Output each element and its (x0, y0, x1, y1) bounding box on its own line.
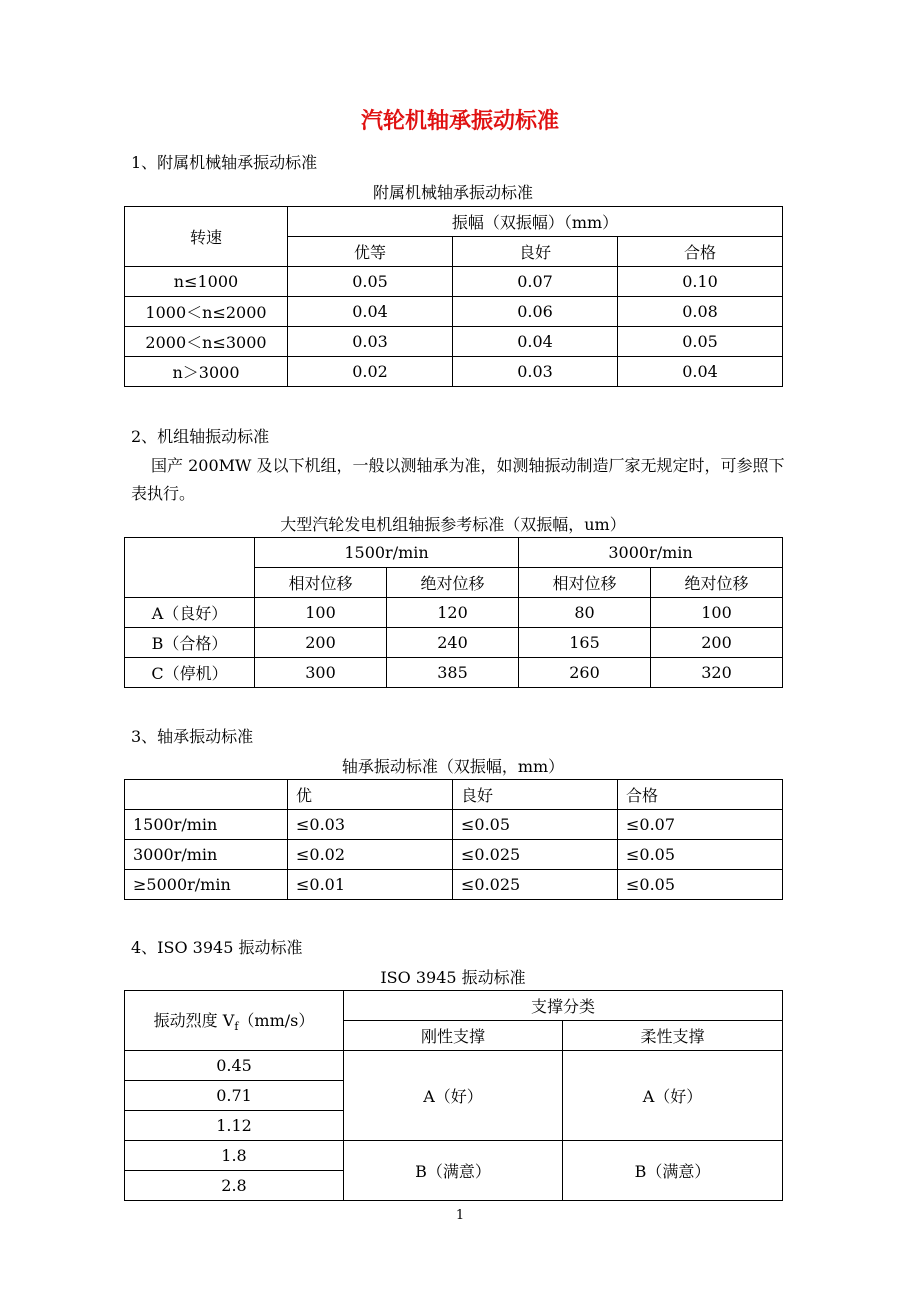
cell: 0.08 (618, 297, 783, 327)
cell: 2000＜n≤3000 (125, 327, 288, 357)
cell: 80 (519, 598, 651, 628)
cell: 0.04 (288, 297, 453, 327)
cell-grade-a-flexible: A（好） (563, 1051, 783, 1141)
table-row (125, 598, 783, 628)
cell: 1000＜n≤2000 (125, 297, 288, 327)
cell: 385 (387, 658, 519, 688)
header-blank (125, 538, 255, 598)
cell: 1.12 (125, 1111, 344, 1141)
header-vibration-intensity (125, 991, 344, 1051)
cell: n＞3000 (125, 357, 288, 387)
header-amplitude: 振幅（双振幅）（mm） (288, 207, 783, 237)
header-1500rpm: 1500r/min (255, 538, 519, 568)
cell: 1500r/min (125, 810, 288, 840)
cell: 0.03 (453, 357, 618, 387)
header-excellent: 优等 (288, 237, 453, 267)
table-2-shaft-vibration (124, 537, 783, 688)
table-row (125, 267, 783, 297)
section-3-heading: 3、轴承振动标准 (131, 727, 254, 746)
cell: 240 (387, 628, 519, 658)
cell: 0.05 (618, 327, 783, 357)
cell: 0.07 (453, 267, 618, 297)
cell: 120 (387, 598, 519, 628)
cell: 0.06 (453, 297, 618, 327)
cell: 100 (255, 598, 387, 628)
table-row (125, 1051, 783, 1081)
cell: 200 (651, 628, 783, 658)
cell: 0.05 (288, 267, 453, 297)
header-absolute-displacement: 绝对位移 (387, 568, 519, 598)
header-support-classification: 支撑分类 (344, 991, 783, 1021)
table-4-caption: ISO 3945 振动标准 (380, 968, 526, 987)
header-flexible-support: 柔性支撑 (563, 1021, 783, 1051)
section-1-heading: 1、附属机械轴承振动标准 (131, 153, 318, 172)
cell: n≤1000 (125, 267, 288, 297)
cell: B（合格） (125, 628, 255, 658)
section-2-paragraph: 国产 200MW 及以下机组，一般以测轴承为准，如测轴振动制造厂家无规定时，可参照下表执行。 (131, 456, 785, 503)
cell: 260 (519, 658, 651, 688)
table-1-auxiliary-bearing-vibration (124, 206, 783, 387)
cell: 0.10 (618, 267, 783, 297)
cell: ≤0.03 (288, 810, 453, 840)
cell: 0.04 (618, 357, 783, 387)
table-4-iso3945 (124, 990, 783, 1201)
cell: ≤0.07 (618, 810, 783, 840)
header-good: 良好 (453, 780, 618, 810)
cell: ≤0.05 (453, 810, 618, 840)
cell: 0.45 (125, 1051, 344, 1081)
header-good: 良好 (453, 237, 618, 267)
cell: ≤0.05 (618, 840, 783, 870)
header-intensity-subscript: f (234, 1020, 239, 1034)
table-row (125, 870, 783, 900)
cell-grade-a-rigid: A（好） (344, 1051, 563, 1141)
cell: 3000r/min (125, 840, 288, 870)
cell: 100 (651, 598, 783, 628)
cell: 2.8 (125, 1171, 344, 1201)
table-row (125, 628, 783, 658)
cell: 0.04 (453, 327, 618, 357)
header-relative-displacement: 相对位移 (255, 568, 387, 598)
header-acceptable: 合格 (618, 237, 783, 267)
cell: ≤0.025 (453, 840, 618, 870)
table-3-caption: 轴承振动标准（双振幅，mm） (341, 757, 565, 776)
cell: 165 (519, 628, 651, 658)
cell: C（停机） (125, 658, 255, 688)
cell: A（良好） (125, 598, 255, 628)
cell: ≥5000r/min (125, 870, 288, 900)
header-3000rpm: 3000r/min (519, 538, 783, 568)
cell: 320 (651, 658, 783, 688)
table-row (125, 658, 783, 688)
cell: ≤0.025 (453, 870, 618, 900)
table-row (125, 1141, 783, 1171)
table-3-bearing-vibration (124, 779, 783, 900)
header-blank (125, 780, 288, 810)
cell: 0.71 (125, 1081, 344, 1111)
header-intensity-label: 振动烈度 V (153, 1010, 235, 1030)
section-2-heading: 2、机组轴振动标准 (131, 427, 270, 446)
table-row (125, 327, 783, 357)
table-2-caption: 大型汽轮发电机组轴振参考标准（双振幅，um） (280, 515, 626, 534)
cell-grade-b-flexible: B（满意） (563, 1141, 783, 1201)
table-row (125, 357, 783, 387)
header-acceptable: 合格 (618, 780, 783, 810)
header-relative-displacement: 相对位移 (519, 568, 651, 598)
header-excellent: 优 (288, 780, 453, 810)
header-intensity-unit: （mm/s） (238, 1010, 315, 1030)
cell: 0.02 (288, 357, 453, 387)
section-4-heading: 4、ISO 3945 振动标准 (131, 938, 303, 957)
cell: ≤0.01 (288, 870, 453, 900)
table-row (125, 810, 783, 840)
page-title: 汽轮机轴承振动标准 (360, 108, 559, 134)
cell: ≤0.05 (618, 870, 783, 900)
header-rigid-support: 刚性支撑 (344, 1021, 563, 1051)
header-absolute-displacement: 绝对位移 (651, 568, 783, 598)
cell: 0.03 (288, 327, 453, 357)
cell: ≤0.02 (288, 840, 453, 870)
table-1-caption: 附属机械轴承振动标准 (372, 183, 533, 202)
table-row (125, 840, 783, 870)
cell: 1.8 (125, 1141, 344, 1171)
page-number: 1 (455, 1208, 465, 1223)
cell-grade-b-rigid: B（满意） (344, 1141, 563, 1201)
table-row (125, 297, 783, 327)
header-speed: 转速 (125, 207, 288, 267)
cell: 300 (255, 658, 387, 688)
cell: 200 (255, 628, 387, 658)
